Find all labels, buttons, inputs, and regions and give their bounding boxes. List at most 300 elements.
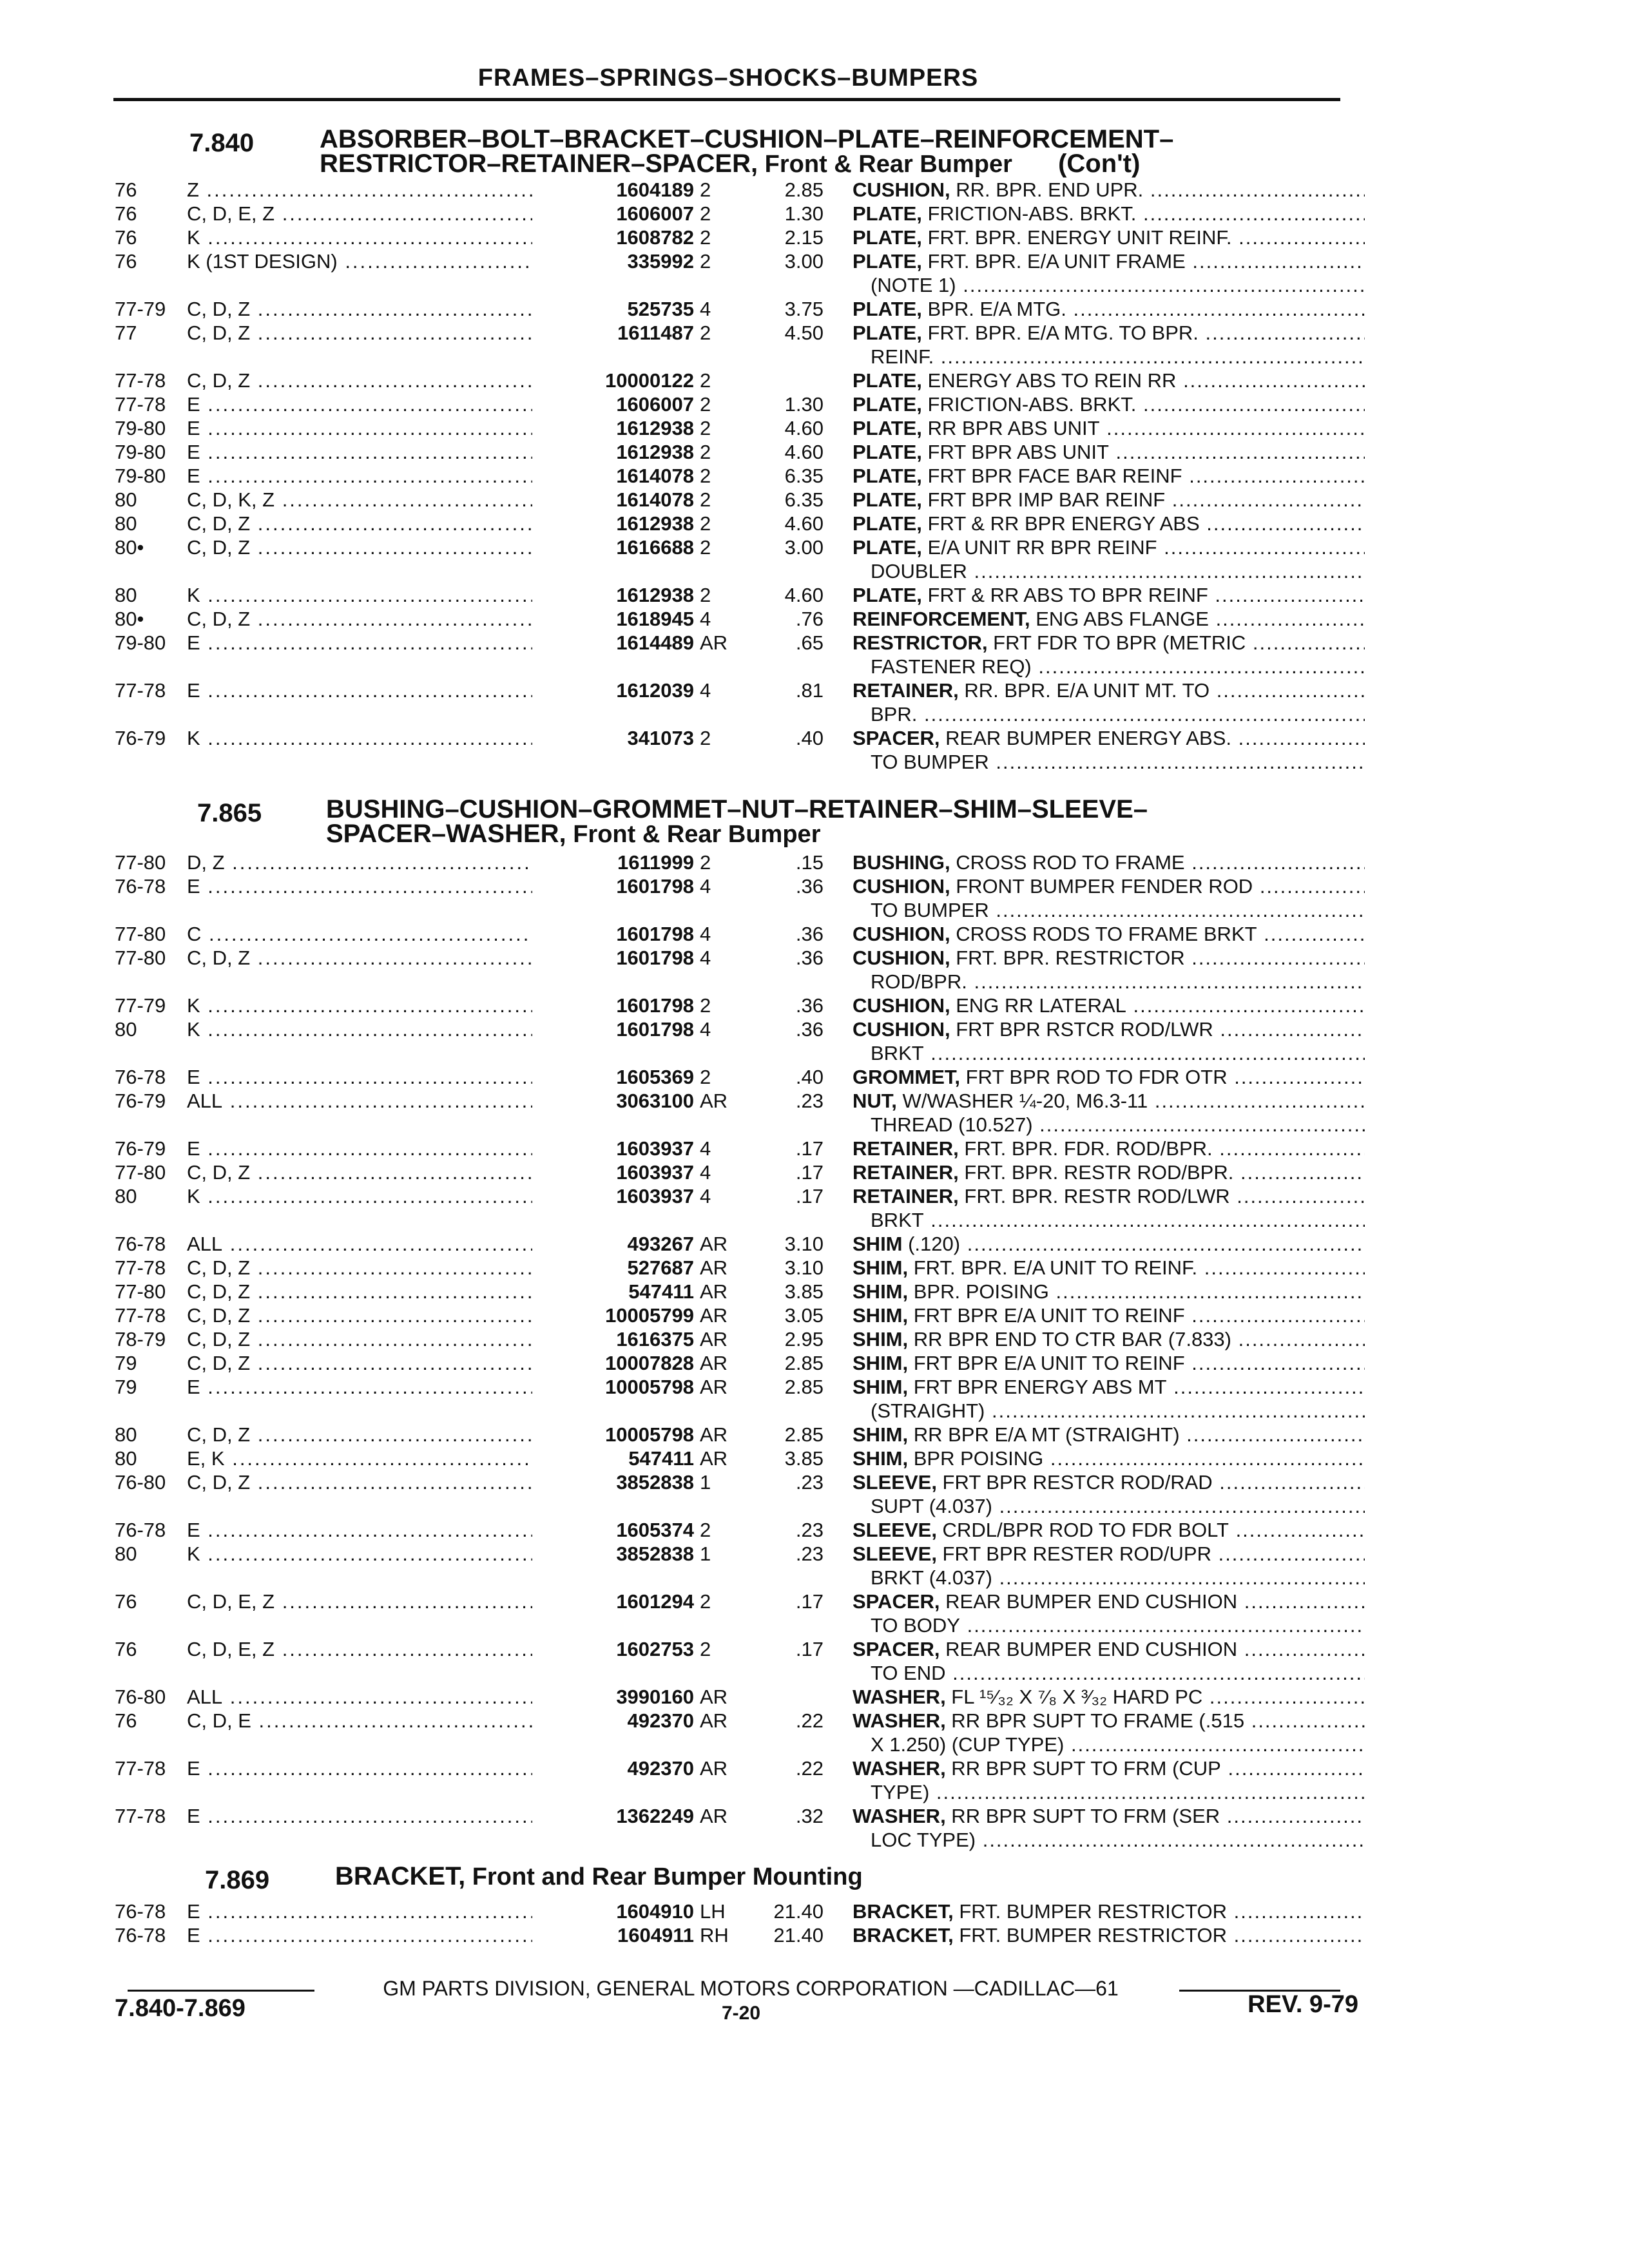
- part-name: CUSHION,: [853, 1018, 950, 1041]
- part-name: PLATE,: [853, 298, 922, 320]
- description-line: [853, 1184, 1365, 1208]
- description-line: [853, 226, 1365, 249]
- description-continuation: SUPT (4.037) .....: [853, 1494, 1365, 1518]
- description-continuation: TO END .....: [853, 1661, 1365, 1685]
- model-year: 80: [115, 512, 137, 535]
- price: 4.60: [784, 512, 824, 535]
- model-year: 77-79: [115, 298, 166, 320]
- part-detail: FRT. BPR. FDR. ROD/BPR.: [958, 1137, 1213, 1160]
- parts-row: [115, 440, 1352, 464]
- part-detail: RR BPR SUPT TO FRM (CUP: [945, 1757, 1221, 1780]
- description-line: [853, 922, 1365, 946]
- part-description: [853, 392, 1365, 416]
- part-detail: FRONT BUMPER FENDER ROD: [950, 875, 1253, 898]
- description-line: [853, 1137, 1365, 1160]
- description-line: [853, 1351, 1365, 1375]
- model-codes: C, D, Z .....: [187, 607, 651, 631]
- part-description: [853, 1685, 1365, 1709]
- parts-row: [115, 416, 1352, 440]
- quantity: AR: [700, 1304, 728, 1327]
- part-description: [853, 249, 1365, 297]
- model-codes: E .....: [187, 440, 651, 464]
- model-year: 76-79: [115, 727, 166, 749]
- model-codes: C, D, Z .....: [187, 297, 651, 321]
- model-codes: ALL .....: [187, 1089, 651, 1113]
- model-codes: C, D, Z .....: [187, 1327, 651, 1351]
- part-name: PLATE,: [853, 584, 922, 606]
- part-number: 547411: [532, 1446, 694, 1470]
- quantity: AR: [700, 1423, 728, 1446]
- parts-row: [115, 369, 1352, 392]
- description-line: [853, 631, 1365, 655]
- part-name: PLATE,: [853, 488, 922, 511]
- parts-row: [115, 922, 1352, 946]
- quantity: 2: [700, 322, 711, 344]
- price: .36: [795, 875, 824, 898]
- section-title-line2: [326, 821, 820, 847]
- part-number: 3852838: [532, 1542, 694, 1566]
- section-title-line1: BUSHING–CUSHION–GROMMET–NUT–RETAINER–SHIM–SLEEVE–: [326, 795, 1148, 823]
- part-detail: FRICTION-ABS. BRKT.: [921, 393, 1137, 416]
- part-name: SLEEVE,: [853, 1542, 937, 1565]
- price: .40: [795, 1066, 824, 1088]
- quantity: AR: [700, 1376, 728, 1398]
- quantity: 4: [700, 1161, 711, 1184]
- part-name: REINFORCEMENT,: [853, 608, 1030, 630]
- part-description: [853, 1590, 1365, 1637]
- price: .36: [795, 994, 824, 1017]
- model-codes: D, Z .....: [187, 850, 651, 874]
- description-line: [853, 535, 1365, 559]
- model-year: 76-78: [115, 1900, 166, 1923]
- model-codes: E .....: [187, 1375, 651, 1399]
- part-detail: FRT. BPR. E/A UNIT FRAME: [921, 250, 1186, 273]
- quantity: 2: [700, 178, 711, 201]
- part-description: [853, 1923, 1365, 1947]
- description-line: [853, 1160, 1365, 1184]
- part-name: CUSHION,: [853, 178, 950, 201]
- part-name: CUSHION,: [853, 875, 950, 898]
- price: 1.30: [784, 202, 824, 225]
- part-detail: CROSS RODS TO FRAME BRKT: [950, 923, 1257, 945]
- price: .36: [795, 923, 824, 945]
- description-continuation: (STRAIGHT) .....: [853, 1399, 1365, 1423]
- price: 3.85: [784, 1280, 824, 1303]
- parts-row: [115, 726, 1352, 774]
- price: 2.85: [784, 1423, 824, 1446]
- price: 3.85: [784, 1447, 824, 1470]
- parts-row: [115, 1637, 1352, 1685]
- part-number: 1612938: [532, 512, 694, 535]
- part-description: [853, 512, 1365, 535]
- quantity: AR: [700, 1709, 728, 1732]
- description-line: [853, 178, 1365, 202]
- part-detail: (.120): [902, 1233, 961, 1255]
- parts-row: [115, 1256, 1352, 1280]
- price: .36: [795, 1018, 824, 1041]
- description-line: [853, 1685, 1365, 1709]
- parts-row: [115, 1446, 1352, 1470]
- parts-row: [115, 226, 1352, 249]
- quantity: AR: [700, 1280, 728, 1303]
- parts-row: [115, 1756, 1352, 1804]
- price: .40: [795, 727, 824, 749]
- part-name: SPACER,: [853, 1590, 940, 1613]
- model-codes: E .....: [187, 1804, 651, 1828]
- description-line: [853, 1899, 1365, 1923]
- model-year: 76-78: [115, 1924, 166, 1946]
- model-codes: C, D, Z .....: [187, 1423, 651, 1446]
- part-description: [853, 922, 1365, 946]
- description-line: [853, 1590, 1365, 1613]
- description-line: [853, 1542, 1365, 1566]
- part-number: 1608782: [532, 226, 694, 249]
- parts-row: [115, 1065, 1352, 1089]
- quantity: 2: [700, 1638, 711, 1660]
- description-line: [853, 1423, 1365, 1446]
- quantity: 2: [700, 584, 711, 606]
- parts-row: [115, 249, 1352, 297]
- part-number: 1603937: [532, 1184, 694, 1208]
- model-year: 79: [115, 1376, 137, 1398]
- footer-publisher: GM PARTS DIVISION, GENERAL MOTORS CORPORATION —CADILLAC—61: [383, 1977, 1119, 2000]
- quantity: 2: [700, 536, 711, 559]
- part-name: GROMMET,: [853, 1066, 961, 1088]
- part-name: WASHER,: [853, 1805, 946, 1827]
- model-year: 80•: [115, 608, 144, 630]
- model-codes: C, D, Z .....: [187, 1256, 651, 1280]
- part-detail: E/A UNIT RR BPR REINF: [921, 536, 1157, 559]
- part-name: PLATE,: [853, 369, 922, 392]
- part-detail: REAR BUMPER END CUSHION: [940, 1638, 1238, 1660]
- quantity: 2: [700, 727, 711, 749]
- price: .36: [795, 947, 824, 969]
- model-codes: E .....: [187, 1756, 651, 1780]
- model-year: 76: [115, 178, 137, 201]
- price: 3.00: [784, 536, 824, 559]
- part-detail: RR BPR ABS UNIT: [921, 417, 1100, 439]
- part-number: 1604189: [532, 178, 694, 202]
- part-detail: FRT. BPR. ENERGY UNIT REINF.: [921, 226, 1232, 249]
- model-year: 77-80: [115, 1280, 166, 1303]
- quantity: 4: [700, 947, 711, 969]
- model-year: 76: [115, 1709, 137, 1732]
- description-line: [853, 583, 1365, 607]
- price: .65: [795, 631, 824, 654]
- part-description: [853, 946, 1365, 994]
- parts-row: [115, 202, 1352, 226]
- part-name: SHIM,: [853, 1280, 909, 1303]
- parts-row: [115, 1017, 1352, 1065]
- header-rule: [113, 98, 1340, 101]
- price: .17: [795, 1638, 824, 1660]
- model-year: 80•: [115, 536, 144, 559]
- part-description: [853, 678, 1365, 726]
- part-number: 525735: [532, 297, 694, 321]
- price: 3.10: [784, 1256, 824, 1279]
- description-line: [853, 464, 1365, 488]
- model-year: 77-78: [115, 1805, 166, 1827]
- part-number: 1611999: [532, 850, 694, 874]
- section-title-sub: Front & Rear Bumper: [566, 821, 821, 848]
- description-line: [853, 1756, 1365, 1780]
- model-year: 80: [115, 1185, 137, 1207]
- model-codes: K .....: [187, 583, 651, 607]
- description-continuation: THREAD (10.527) .....: [853, 1113, 1365, 1137]
- part-number: 1601798: [532, 946, 694, 970]
- part-description: [853, 1446, 1365, 1470]
- part-detail: RR BPR SUPT TO FRAME (.515: [945, 1709, 1245, 1732]
- price: 1.30: [784, 393, 824, 416]
- model-year: 79-80: [115, 441, 166, 463]
- parts-row: [115, 1685, 1352, 1709]
- model-year: 79-80: [115, 417, 166, 439]
- part-description: [853, 1423, 1365, 1446]
- part-detail: FRT BPR ABS UNIT: [921, 441, 1109, 463]
- quantity: 1: [700, 1471, 711, 1494]
- quantity: 2: [700, 512, 711, 535]
- part-description: [853, 1518, 1365, 1542]
- parts-row: [115, 1923, 1352, 1947]
- model-codes: C, D, Z .....: [187, 321, 651, 345]
- model-codes: E .....: [187, 1065, 651, 1089]
- model-year: 76-78: [115, 1066, 166, 1088]
- quantity: 2: [700, 417, 711, 439]
- parts-row: [115, 535, 1352, 583]
- part-name: SLEEVE,: [853, 1471, 937, 1494]
- part-name: PLATE,: [853, 417, 922, 439]
- part-number: 1612039: [532, 678, 694, 702]
- parts-row: [115, 321, 1352, 369]
- quantity: 2: [700, 488, 711, 511]
- section-number: 7.865: [197, 799, 262, 827]
- model-year: 79-80: [115, 631, 166, 654]
- part-description: [853, 583, 1365, 607]
- parts-row: [115, 392, 1352, 416]
- model-codes: C, D, E, Z .....: [187, 202, 651, 226]
- part-description: [853, 226, 1365, 249]
- quantity: LH: [700, 1900, 726, 1923]
- part-detail: ENG RR LATERAL: [950, 994, 1126, 1017]
- part-name: SHIM,: [853, 1328, 909, 1350]
- quantity: 2: [700, 1519, 711, 1541]
- quantity: 2: [700, 393, 711, 416]
- price: .23: [795, 1519, 824, 1541]
- model-year: 80: [115, 1423, 137, 1446]
- part-detail: FRT BPR RSTCR ROD/LWR: [950, 1018, 1213, 1041]
- section-number: 7.840: [189, 129, 255, 157]
- description-line: [853, 202, 1365, 226]
- parts-row: [115, 583, 1352, 607]
- part-description: [853, 1637, 1365, 1685]
- part-detail: FRT BPR RESTER ROD/UPR: [936, 1542, 1211, 1565]
- price: 2.85: [784, 1352, 824, 1374]
- part-number: 1601798: [532, 874, 694, 898]
- part-name: PLATE,: [853, 536, 922, 559]
- part-detail: RR BPR SUPT TO FRM (SER: [945, 1805, 1220, 1827]
- quantity: 2: [700, 202, 711, 225]
- part-detail: FRT. BUMPER RESTRICTOR: [953, 1924, 1228, 1946]
- parts-row: [115, 994, 1352, 1017]
- part-detail: FRT & RR BPR ENERGY ABS: [921, 512, 1200, 535]
- parts-row: [115, 178, 1352, 202]
- part-number: 1601294: [532, 1590, 694, 1613]
- part-number: 1612938: [532, 583, 694, 607]
- description-line: [853, 1256, 1365, 1280]
- part-name: BRACKET,: [853, 1900, 954, 1923]
- part-description: [853, 1327, 1365, 1351]
- part-description: [853, 726, 1365, 774]
- part-name: WASHER,: [853, 1686, 946, 1708]
- part-number: 1601798: [532, 1017, 694, 1041]
- section-title-line2: [320, 151, 1140, 177]
- price: .17: [795, 1590, 824, 1613]
- description-continuation: TO BUMPER .....: [853, 898, 1365, 922]
- model-year: 77-78: [115, 1304, 166, 1327]
- part-number: 1614078: [532, 464, 694, 488]
- price: .15: [795, 851, 824, 874]
- part-detail: FRT. BPR. E/A MTG. TO BPR.: [921, 322, 1199, 344]
- model-year: 80: [115, 1542, 137, 1565]
- part-description: [853, 488, 1365, 512]
- description-continuation: TO BODY .....: [853, 1613, 1365, 1637]
- model-year: 80: [115, 584, 137, 606]
- description-line: [853, 369, 1365, 392]
- quantity: 4: [700, 1185, 711, 1207]
- model-year: 76-78: [115, 1519, 166, 1541]
- part-description: [853, 1756, 1365, 1804]
- model-codes: C, D, Z .....: [187, 1303, 651, 1327]
- description-continuation: X 1.250) (CUP TYPE) .....: [853, 1733, 1365, 1756]
- description-line: [853, 874, 1365, 898]
- quantity: AR: [700, 1352, 728, 1374]
- model-year: 77: [115, 322, 137, 344]
- part-detail: FRT. BPR. RESTRICTOR: [950, 947, 1185, 969]
- part-name: PLATE,: [853, 202, 922, 225]
- parts-row: [115, 1303, 1352, 1327]
- part-description: [853, 1160, 1365, 1184]
- part-name: SHIM: [853, 1233, 903, 1255]
- parts-row: [115, 464, 1352, 488]
- model-codes: E, K .....: [187, 1446, 651, 1470]
- quantity: 4: [700, 1137, 711, 1160]
- model-codes: E .....: [187, 1518, 651, 1542]
- model-codes: C, D, Z .....: [187, 369, 651, 392]
- quantity: 2: [700, 1590, 711, 1613]
- model-codes: K .....: [187, 226, 651, 249]
- quantity: 2: [700, 465, 711, 487]
- model-codes: C .....: [187, 922, 651, 946]
- part-description: [853, 1065, 1365, 1089]
- price: 6.35: [784, 465, 824, 487]
- part-detail: FRT. BPR. RESTR ROD/LWR: [958, 1185, 1230, 1207]
- description-line: [853, 512, 1365, 535]
- description-line: [853, 1280, 1365, 1303]
- price: 21.40: [773, 1924, 824, 1946]
- part-name: CUSHION,: [853, 947, 950, 969]
- quantity: 2: [700, 1066, 711, 1088]
- part-name: SHIM,: [853, 1256, 909, 1279]
- description-line: [853, 1470, 1365, 1494]
- part-name: PLATE,: [853, 393, 922, 416]
- parts-row: [115, 1280, 1352, 1303]
- model-codes: C, D, Z .....: [187, 946, 651, 970]
- part-description: [853, 1709, 1365, 1756]
- part-name: RETAINER,: [853, 1161, 959, 1184]
- price: 3.00: [784, 250, 824, 273]
- model-codes: K .....: [187, 1017, 651, 1041]
- parts-row: [115, 488, 1352, 512]
- part-number: 492370: [532, 1709, 694, 1733]
- section-title-main: RESTRICTOR–RETAINER–SPACER,: [320, 149, 758, 178]
- part-name: CUSHION,: [853, 923, 950, 945]
- parts-row: [115, 678, 1352, 726]
- price: 4.60: [784, 441, 824, 463]
- part-number: 1603937: [532, 1160, 694, 1184]
- part-name: PLATE,: [853, 441, 922, 463]
- price: 2.85: [784, 1376, 824, 1398]
- quantity: 2: [700, 226, 711, 249]
- part-description: [853, 202, 1365, 226]
- part-name: PLATE,: [853, 250, 922, 273]
- part-description: [853, 1470, 1365, 1518]
- price: 3.75: [784, 298, 824, 320]
- section-title-main: BRACKET,: [335, 1862, 466, 1890]
- part-number: 341073: [532, 726, 694, 750]
- part-name: SHIM,: [853, 1423, 909, 1446]
- section-title-sub: Front & Rear Bumper: [758, 151, 1012, 178]
- price: 6.35: [784, 488, 824, 511]
- model-codes: K (1ST DESIGN) .....: [187, 249, 651, 273]
- parts-row: [115, 1375, 1352, 1423]
- section-title-line1: [335, 1863, 863, 1890]
- part-description: [853, 1137, 1365, 1160]
- model-year: 76: [115, 1590, 137, 1613]
- model-codes: E .....: [187, 392, 651, 416]
- quantity: 4: [700, 1018, 711, 1041]
- description-line: [853, 1637, 1365, 1661]
- section-title-line1: ABSORBER–BOLT–BRACKET–CUSHION–PLATE–REINFORCEMENT–: [320, 125, 1174, 153]
- description-continuation: BRKT (4.037) .....: [853, 1566, 1365, 1590]
- part-name: SHIM,: [853, 1376, 909, 1398]
- description-line: [853, 1709, 1365, 1733]
- part-number: 1612938: [532, 416, 694, 440]
- part-number: 1605369: [532, 1065, 694, 1089]
- part-description: [853, 1089, 1365, 1137]
- part-number: 1618945: [532, 607, 694, 631]
- description-line: [853, 249, 1365, 273]
- part-detail: FRT BPR E/A UNIT TO REINF: [908, 1304, 1185, 1327]
- price: .32: [795, 1805, 824, 1827]
- parts-list: [115, 1899, 1352, 1947]
- part-detail: ENERGY ABS TO REIN RR: [921, 369, 1177, 392]
- parts-row: [115, 607, 1352, 631]
- part-number: 1614489: [532, 631, 694, 655]
- model-codes: K .....: [187, 726, 651, 750]
- part-description: [853, 1017, 1365, 1065]
- section-title-main: SPACER–WASHER,: [326, 820, 566, 848]
- section-title-suffix: (Con't): [1058, 149, 1141, 178]
- part-name: RETAINER,: [853, 679, 959, 702]
- price: 2.15: [784, 226, 824, 249]
- footer-revision: REV. 9-79: [1248, 1991, 1358, 2018]
- part-number: 335992: [532, 249, 694, 273]
- part-description: [853, 1303, 1365, 1327]
- price: .22: [795, 1757, 824, 1780]
- part-name: RESTRICTOR,: [853, 631, 988, 654]
- price: 4.60: [784, 417, 824, 439]
- description-line: [853, 1375, 1365, 1399]
